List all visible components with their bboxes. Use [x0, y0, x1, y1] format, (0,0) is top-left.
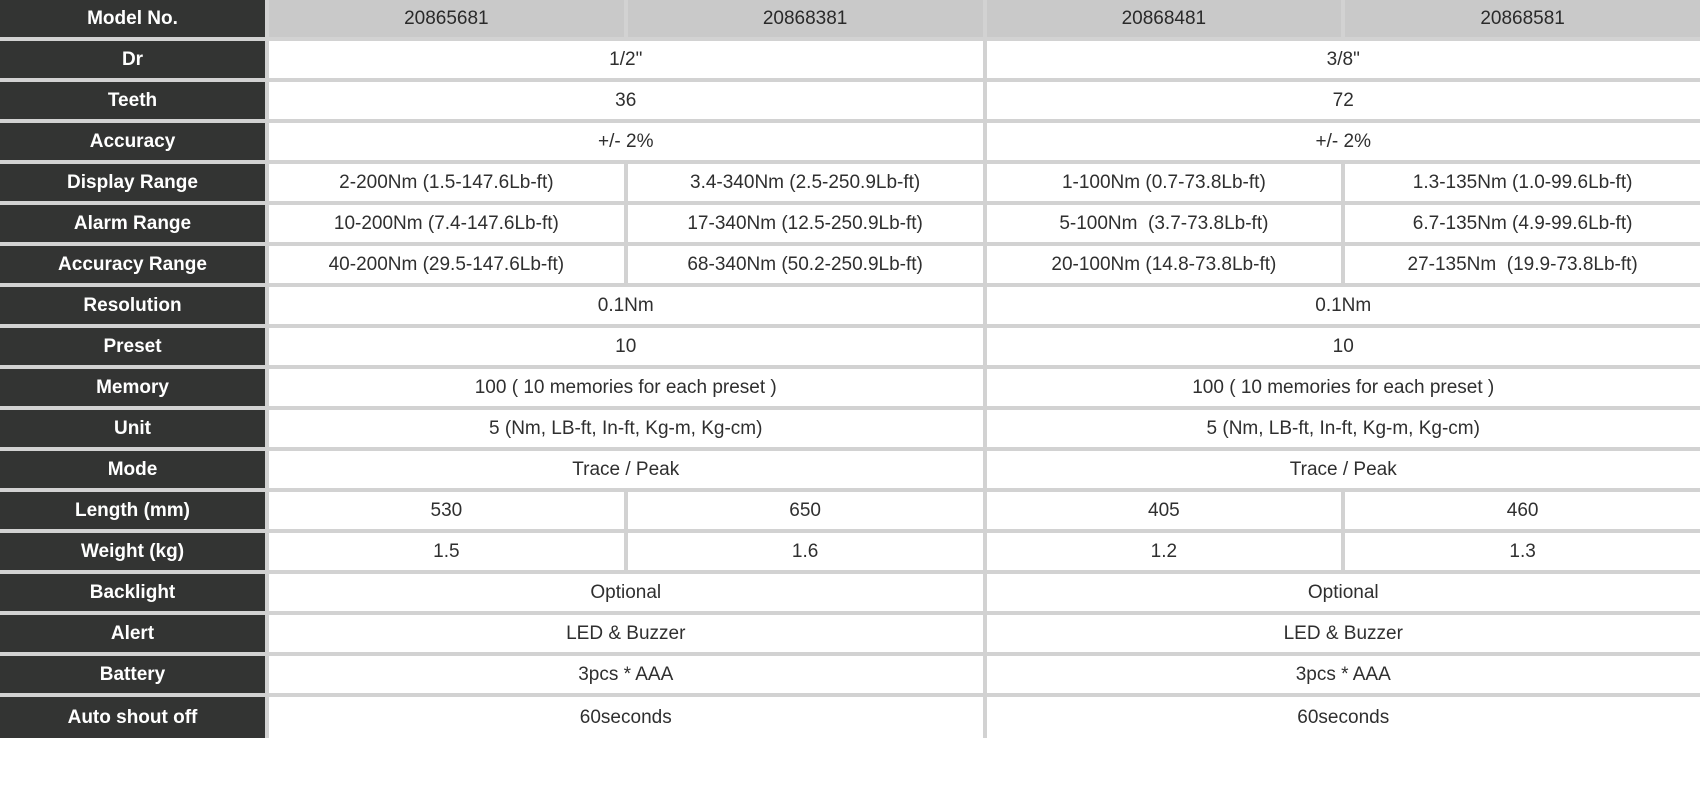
value-cell: 1.3-135Nm (1.0-99.6Lb-ft): [1341, 164, 1700, 205]
row-resolution: [0, 287, 1700, 328]
row-accuracy: [0, 123, 1700, 164]
row-unit: [0, 410, 1700, 451]
value-cell: 2-200Nm (1.5-147.6Lb-ft): [265, 164, 624, 205]
model-number-cell: 20868481: [983, 0, 1342, 41]
value-cell: 100 ( 10 memories for each preset ): [265, 369, 983, 410]
value-cell: Optional: [265, 574, 983, 615]
row-label-unit: Unit: [0, 410, 265, 451]
row-accuracy-range: [0, 246, 1700, 287]
value-cell: 10-200Nm (7.4-147.6Lb-ft): [265, 205, 624, 246]
row-auto-shut-off: [0, 697, 1700, 738]
value-cell: Trace / Peak: [265, 451, 983, 492]
model-number-cell: 20868381: [624, 0, 983, 41]
value-cell: 100 ( 10 memories for each preset ): [983, 369, 1700, 410]
row-battery: [0, 656, 1700, 697]
value-cell: 530: [265, 492, 624, 533]
row-label-mode: Mode: [0, 451, 265, 492]
row-label-backlight: Backlight: [0, 574, 265, 615]
value-cell: Optional: [983, 574, 1700, 615]
row-label-accuracy: Accuracy: [0, 123, 265, 164]
model-number-cell: 20865681: [265, 0, 624, 41]
value-cell: 650: [624, 492, 983, 533]
value-cell: 60seconds: [983, 697, 1700, 738]
value-cell: 3pcs * AAA: [265, 656, 983, 697]
row-weight: [0, 533, 1700, 574]
row-label-memory: Memory: [0, 369, 265, 410]
row-display-range: [0, 164, 1700, 205]
value-cell: 68-340Nm (50.2-250.9Lb-ft): [624, 246, 983, 287]
value-cell: 60seconds: [265, 697, 983, 738]
value-cell: 1.6: [624, 533, 983, 574]
value-cell: 5 (Nm, LB-ft, In-ft, Kg-m, Kg-cm): [983, 410, 1700, 451]
value-cell: 405: [983, 492, 1342, 533]
value-cell: LED & Buzzer: [265, 615, 983, 656]
value-cell: 20-100Nm (14.8-73.8Lb-ft): [983, 246, 1342, 287]
row-label-length: Length (mm): [0, 492, 265, 533]
value-cell: Trace / Peak: [983, 451, 1700, 492]
row-alarm-range: [0, 205, 1700, 246]
row-label-dr: Dr: [0, 41, 265, 82]
value-cell: 5-100Nm (3.7-73.8Lb-ft): [983, 205, 1342, 246]
row-label-model-no: Model No.: [0, 0, 265, 41]
value-cell: 0.1Nm: [983, 287, 1700, 328]
value-cell: 3pcs * AAA: [983, 656, 1700, 697]
value-cell: +/- 2%: [983, 123, 1700, 164]
row-label-alarm-range: Alarm Range: [0, 205, 265, 246]
value-cell: 0.1Nm: [265, 287, 983, 328]
value-cell: +/- 2%: [265, 123, 983, 164]
model-number-cell: 20868581: [1341, 0, 1700, 41]
row-label-weight: Weight (kg): [0, 533, 265, 574]
value-cell: 40-200Nm (29.5-147.6Lb-ft): [265, 246, 624, 287]
value-cell: 10: [983, 328, 1700, 369]
value-cell: 3.4-340Nm (2.5-250.9Lb-ft): [624, 164, 983, 205]
value-cell: 3/8": [983, 41, 1700, 82]
value-cell: 6.7-135Nm (4.9-99.6Lb-ft): [1341, 205, 1700, 246]
row-label-preset: Preset: [0, 328, 265, 369]
row-label-display-range: Display Range: [0, 164, 265, 205]
row-length: [0, 492, 1700, 533]
row-memory: [0, 369, 1700, 410]
value-cell: 72: [983, 82, 1700, 123]
row-preset: [0, 328, 1700, 369]
row-label-accuracy-range: Accuracy Range: [0, 246, 265, 287]
value-cell: 5 (Nm, LB-ft, In-ft, Kg-m, Kg-cm): [265, 410, 983, 451]
value-cell: 1.2: [983, 533, 1342, 574]
row-label-battery: Battery: [0, 656, 265, 697]
value-cell: 1.5: [265, 533, 624, 574]
header-row: [0, 0, 1700, 41]
row-label-auto-shut-off: Auto shout off: [0, 697, 265, 738]
row-mode: [0, 451, 1700, 492]
row-alert: [0, 615, 1700, 656]
value-cell: 1-100Nm (0.7-73.8Lb-ft): [983, 164, 1342, 205]
row-label-alert: Alert: [0, 615, 265, 656]
value-cell: 17-340Nm (12.5-250.9Lb-ft): [624, 205, 983, 246]
value-cell: 1/2": [265, 41, 983, 82]
value-cell: LED & Buzzer: [983, 615, 1700, 656]
row-label-teeth: Teeth: [0, 82, 265, 123]
row-dr: [0, 41, 1700, 82]
value-cell: 460: [1341, 492, 1700, 533]
value-cell: 27-135Nm (19.9-73.8Lb-ft): [1341, 246, 1700, 287]
row-label-resolution: Resolution: [0, 287, 265, 328]
value-cell: 36: [265, 82, 983, 123]
row-teeth: [0, 82, 1700, 123]
row-backlight: [0, 574, 1700, 615]
value-cell: 10: [265, 328, 983, 369]
value-cell: 1.3: [1341, 533, 1700, 574]
